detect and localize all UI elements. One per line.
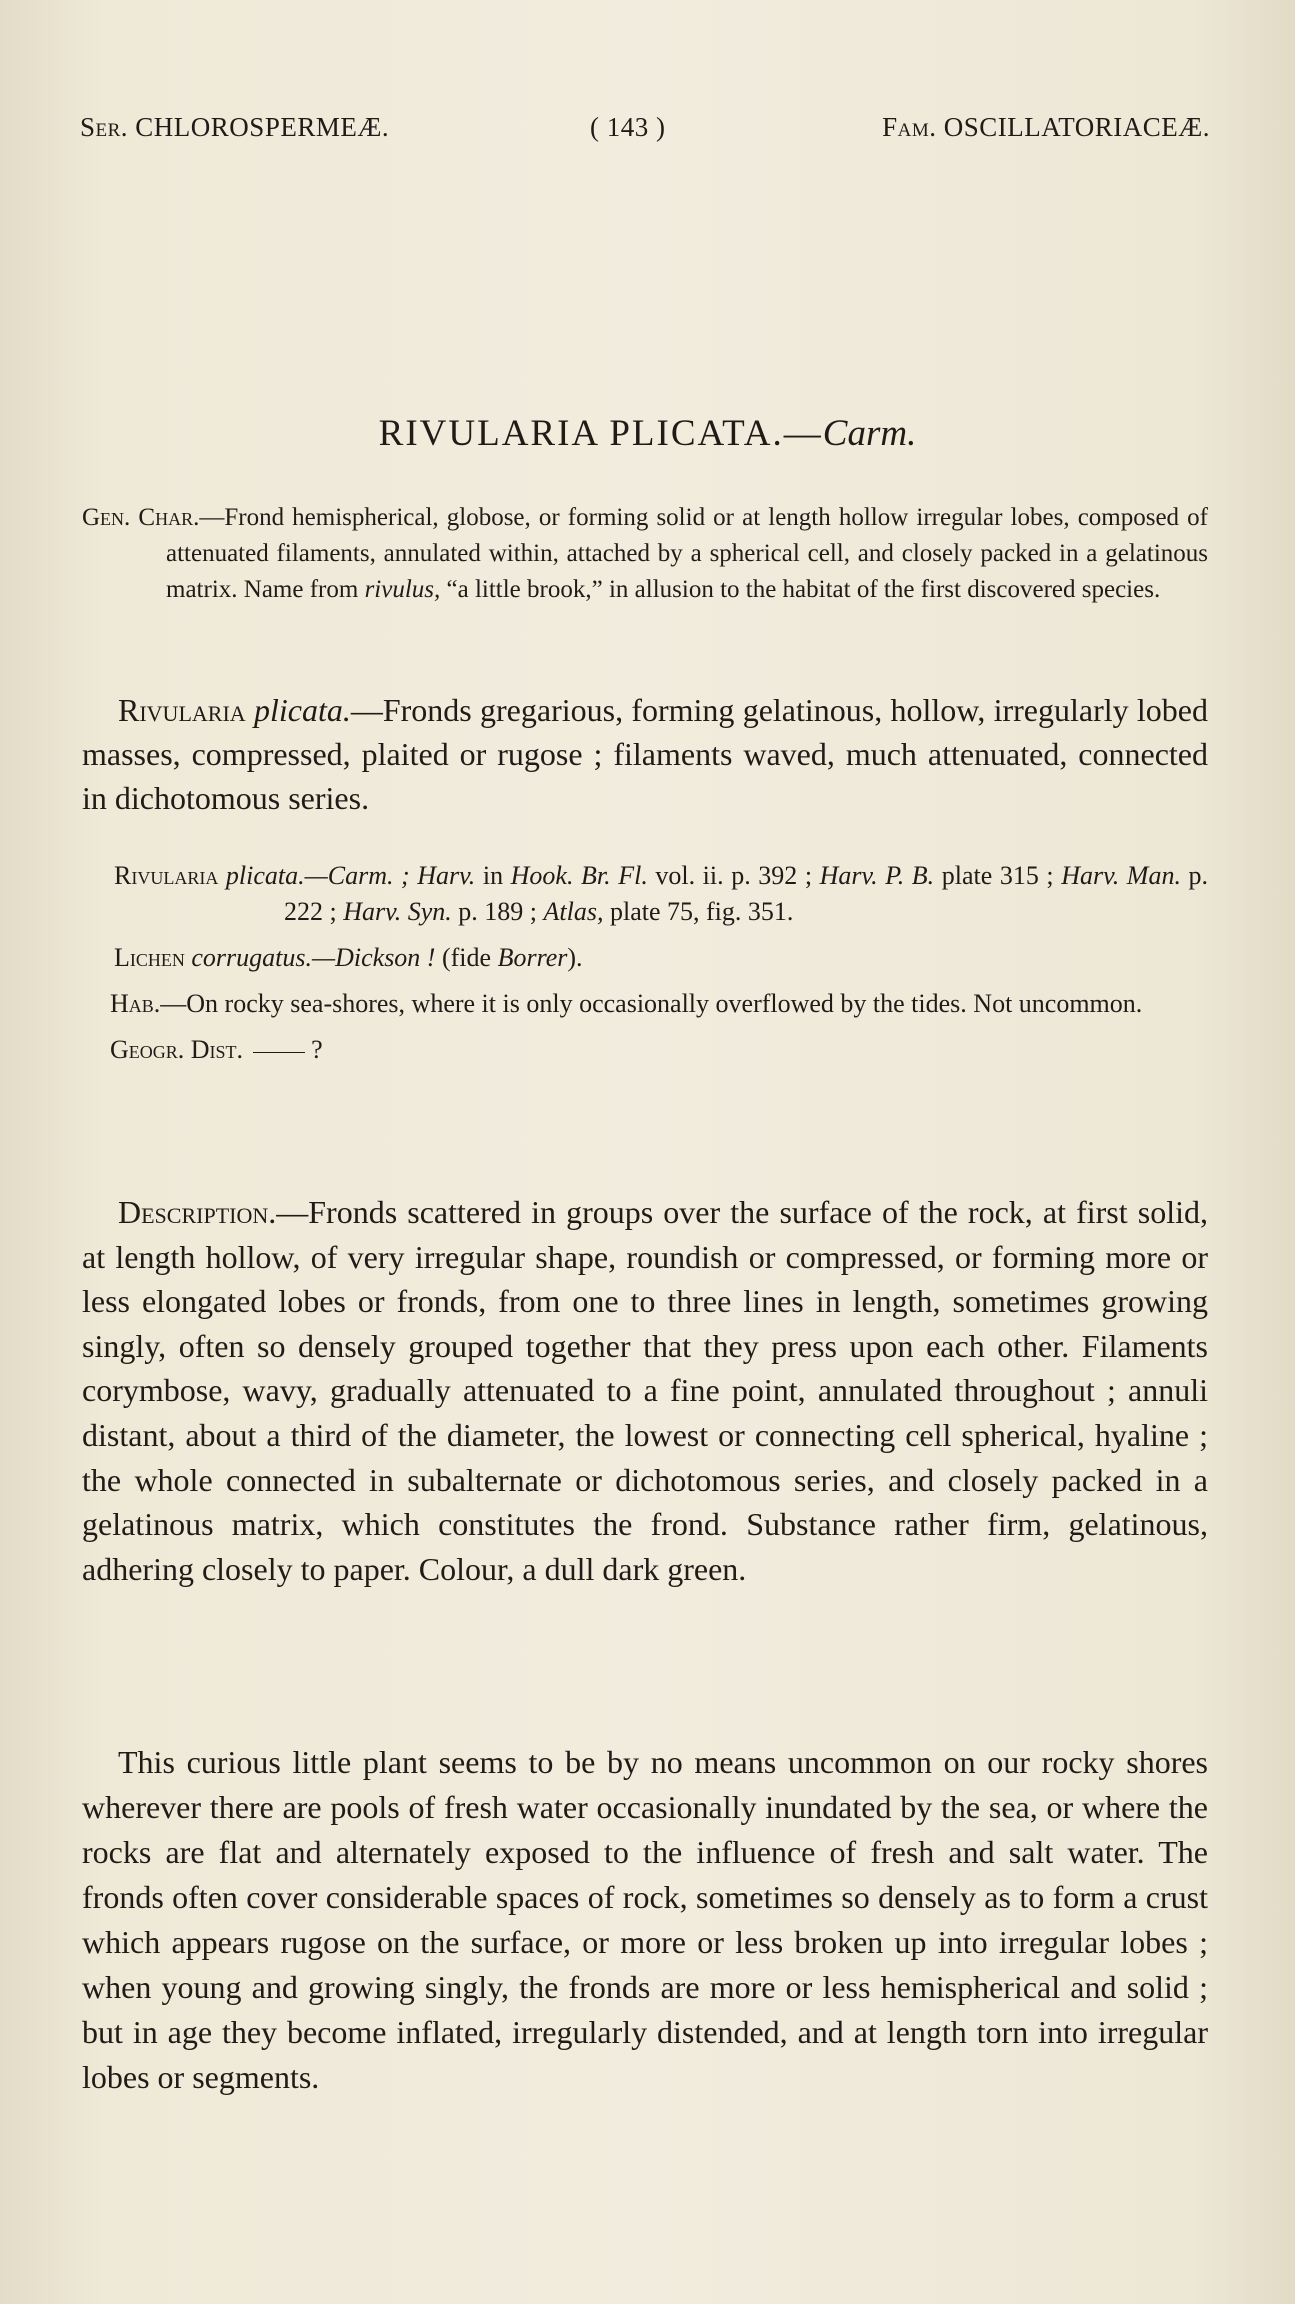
reference-segment: Borrer xyxy=(497,943,568,972)
reference-segment: p. 222 ; xyxy=(284,861,1209,926)
title-species: RIVULARIA PLICATA.— xyxy=(378,413,823,454)
remarks-paragraph: This curious little plant seems to be by no means uncommon on our rocky shores wherever there are pools of fresh water occasionally inundated by the sea, or where the rocks are flat and alternately exposed to the influence of fresh and salt water. The fronds often cover considerable spaces of rock, sometimes so densely as to form a crust which appears rugose on the surface, or more or less broken up into irregular lobes ; when young and growing singly, the fronds are more or less hemispherical and solid ; but in age they become inflated, irregularly distended, and at length torn into irregular lobes or segments. xyxy=(82,1744,1208,2095)
habitat-label: Hab. xyxy=(110,989,161,1018)
species-diagnosis xyxy=(82,688,1208,820)
family-name: OSCILLATORIACEÆ. xyxy=(943,112,1210,142)
etymon: rivulus, xyxy=(364,576,441,603)
reference-segment: p. 189 ; xyxy=(451,897,544,926)
reference-segment: Hook. Br. Fl. xyxy=(510,861,648,890)
generic-character xyxy=(82,500,1208,608)
reference-segment: (fide xyxy=(435,943,498,972)
synonymy xyxy=(82,858,1208,1078)
reference-segment: Harv. P. B. xyxy=(819,861,935,890)
species-paragraph xyxy=(82,688,1208,820)
generic-character-text-end: “a little brook,” in allusion to the habitat of the first discovered species. xyxy=(440,576,1161,603)
reference-segment: plicata.—Carm. ; Harv. xyxy=(225,861,476,890)
description-text: —Fronds scattered in groups over the surface of the rock, at first solid, at length hollow, of very irregular shape, roundish or compressed, or forming more or less elongated lobes or fronds, from one to three lines in length, sometimes growing singly, often so densely grouped together that they press upon each other. Filaments corymbose, wavy, gradually attenuated to a fine point, annulated throughout ; annuli distant, about a third of the diameter, the lowest or connecting cell spherical, hyaline ; the whole connected in subalternate or dichotomous series, and closely packed in a gelatinous matrix, which constitutes the frond. Substance rather firm, gelatinous, adhering closely to paper. Colour, a dull dark green. xyxy=(82,1194,1208,1587)
series-name: CHLOROSPERMEÆ. xyxy=(135,112,390,142)
synonym-entry xyxy=(82,940,1208,976)
geography-value: ? xyxy=(311,1035,323,1064)
synonym-genus: Rivularia xyxy=(114,861,219,890)
synonym-references xyxy=(226,861,1208,926)
reference-segment: plate 315 ; xyxy=(934,861,1062,890)
reference-segment: plate 75, fig. 351. xyxy=(603,897,794,926)
reference-segment: corrugatus.—Dickson ! xyxy=(191,943,436,972)
synonym-genus: Lichen xyxy=(114,943,185,972)
family-heading xyxy=(882,112,1210,143)
generic-character-label: Gen. Char. xyxy=(82,504,200,531)
geographical-distribution xyxy=(82,1032,1208,1068)
description xyxy=(82,1190,1208,1591)
reference-segment: Harv. Man. xyxy=(1061,861,1181,890)
family-prefix: Fam. xyxy=(882,112,937,142)
description-label: Description. xyxy=(118,1194,277,1230)
series-prefix: Ser. xyxy=(80,112,129,142)
title-author: Carm. xyxy=(822,413,917,454)
synonym-entry xyxy=(82,858,1208,930)
reference-segment: Harv. Syn. xyxy=(343,897,452,926)
reference-segment: vol. ii. p. 392 ; xyxy=(647,861,820,890)
generic-character-paragraph xyxy=(82,500,1208,608)
dash-rule xyxy=(253,1052,305,1053)
habitat-text: —On rocky sea-shores, where it is only occasionally overflowed by the tides. Not uncommon. xyxy=(160,989,1143,1018)
description-paragraph xyxy=(82,1190,1208,1591)
reference-segment: ). xyxy=(567,943,583,972)
reference-segment: Atlas, xyxy=(543,897,604,926)
generic-character-text: —Frond hemispherical, globose, or forming solid or at length hollow irregular lobes, composed of attenuated filaments, annulated within, attached by a spherical cell, and closely packed in a gelatinous matrix. Name from xyxy=(166,504,1208,603)
species-text: —Fronds gregarious, forming gelatinous, hollow, irregularly lobed masses, compressed, plaited or rugose ; filaments waved, much attenuated, connected in dichotomous series. xyxy=(82,692,1209,816)
geography-label: Geogr. Dist. xyxy=(110,1035,244,1064)
remarks xyxy=(82,1740,1208,2100)
synonym-references xyxy=(191,943,582,972)
page-number: ( 143 ) xyxy=(590,112,666,142)
running-head xyxy=(80,112,1210,152)
habitat xyxy=(82,986,1208,1022)
series-heading xyxy=(80,112,389,143)
reference-segment: in xyxy=(475,861,511,890)
species-genus: Rivularia xyxy=(118,692,246,728)
page-title xyxy=(0,412,1295,455)
species-epithet: plicata. xyxy=(253,692,351,728)
